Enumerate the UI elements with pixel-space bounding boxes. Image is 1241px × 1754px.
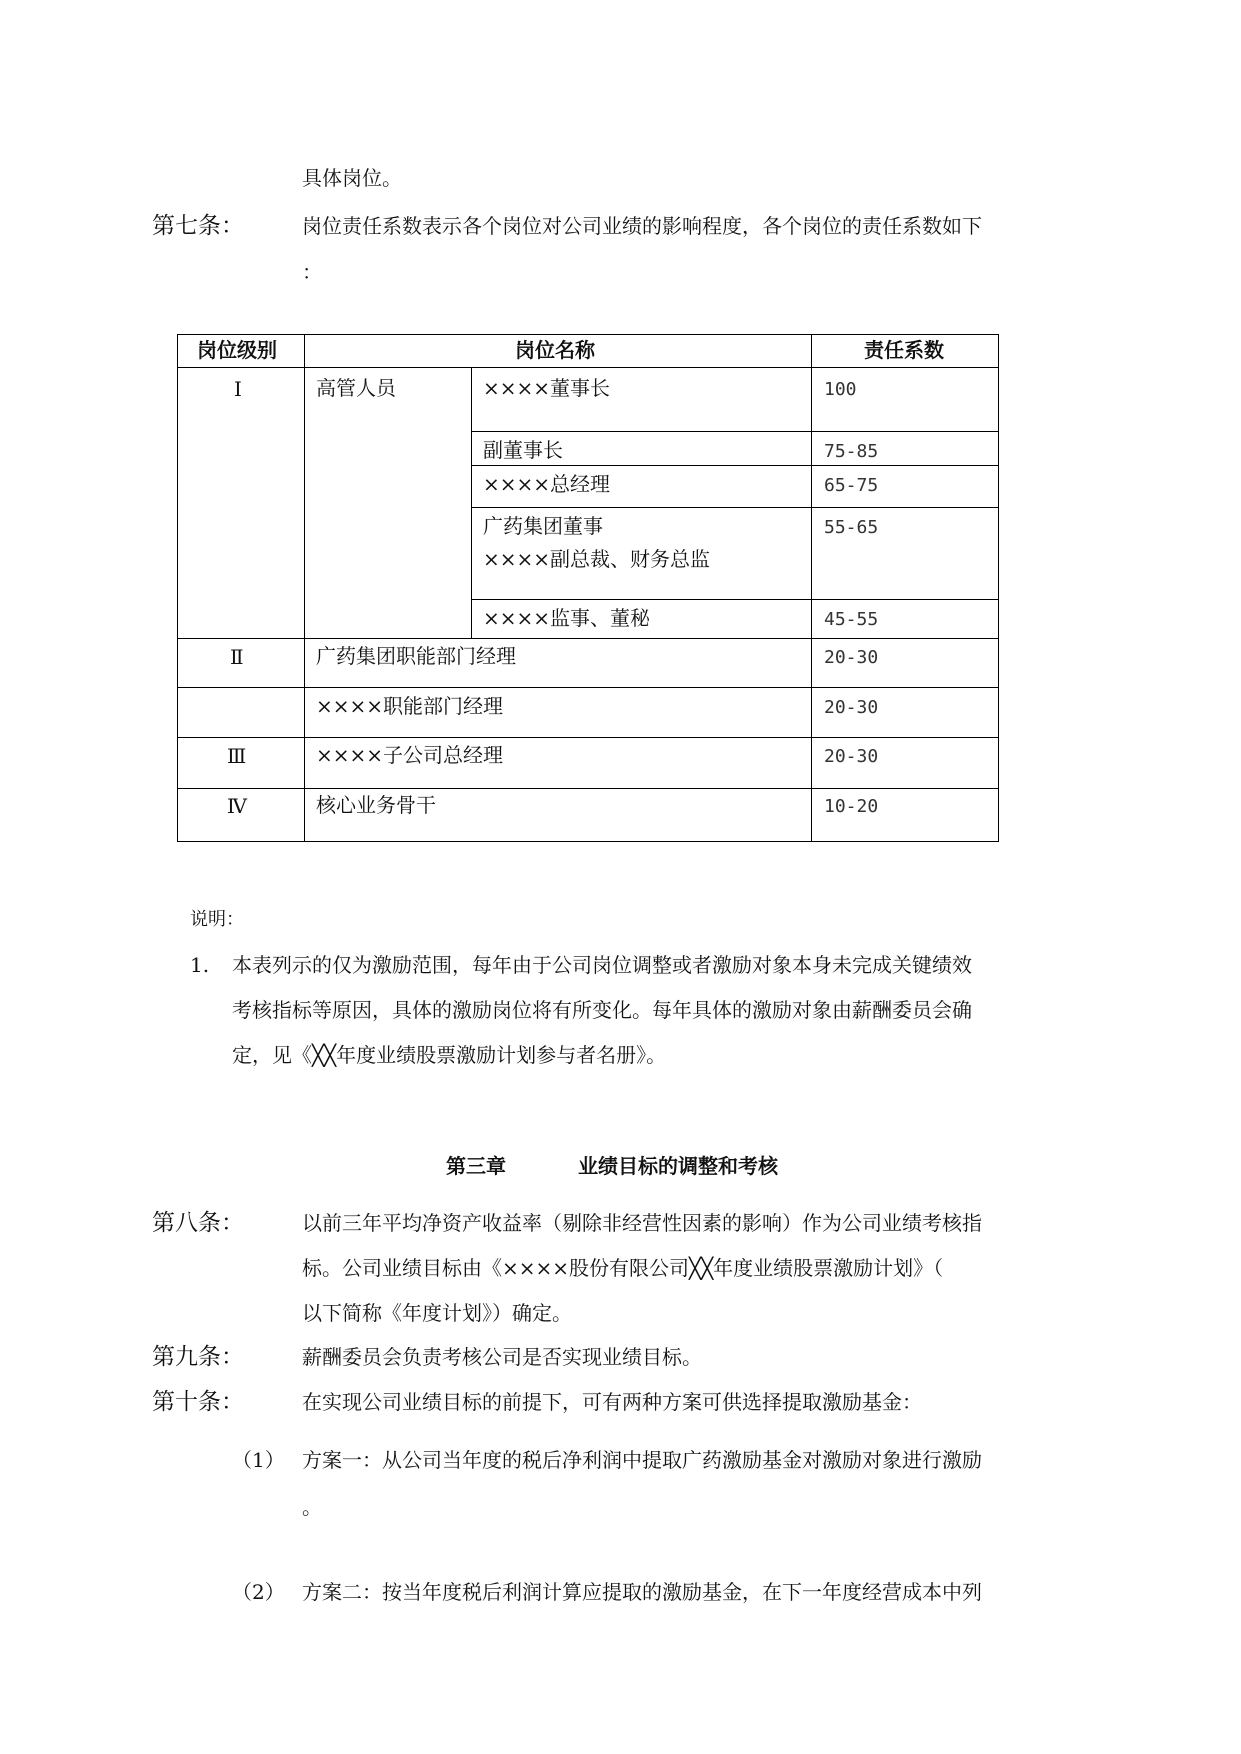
table-rule (177, 367, 999, 368)
coefficient-cell: 55-65 (824, 517, 879, 538)
article-8-text: 以下简称《年度计划》）确定。 (302, 1301, 572, 1325)
coefficient-cell: 100 (824, 379, 857, 400)
coefficient-cell: 20-30 (824, 746, 879, 767)
option-1-number: （1） (232, 1448, 285, 1472)
article-10-label: 第十条： (152, 1389, 244, 1415)
position-cell: ××××董事长 (483, 376, 611, 400)
level-cell: Ⅰ (234, 377, 242, 401)
chapter-title: 业绩目标的调整和考核 (578, 1154, 778, 1178)
table-rule (177, 334, 178, 842)
coefficient-cell: 10-20 (824, 796, 879, 817)
article-10-text: 在实现公司业绩目标的前提下，可有两种方案可供选择提取激励基金： (302, 1390, 922, 1414)
article-8-text: 标。公司业绩目标由《××××股份有限公司╳╳年度业绩股票激励计划》（ (302, 1256, 944, 1280)
note-line: 考核指标等原因，具体的激励岗位将有所变化。每年具体的激励对象由薪酬委员会确 (232, 998, 972, 1022)
note-line: 本表列示的仅为激励范围，每年由于公司岗位调整或者激励对象本身未完成关键绩效 (232, 953, 972, 977)
position-cell: ××××监事、董秘 (483, 606, 651, 630)
table-rule (471, 507, 999, 508)
level-cell: Ⅲ (227, 744, 247, 768)
option-2-text: 方案二：按当年度税后利润计算应提取的激励基金，在下一年度经营成本中列 (302, 1580, 982, 1604)
coefficient-cell: 65-75 (824, 475, 879, 496)
position-cell: ××××总经理 (483, 472, 611, 496)
table-rule (177, 737, 999, 738)
coefficient-cell: 20-30 (824, 697, 879, 718)
position-cell: 核心业务骨干 (316, 793, 436, 817)
level-cell: Ⅱ (230, 645, 244, 669)
position-cell: ××××职能部门经理 (316, 694, 504, 718)
note-number: 1. (190, 953, 210, 977)
option-2-number: （2） (232, 1580, 285, 1604)
table-rule (177, 788, 999, 789)
position-cell: ××××副总裁、财务总监 (483, 547, 711, 571)
table-rule (304, 334, 305, 842)
note-line: 定，见《╳╳年度业绩股票激励计划参与者名册》。 (232, 1043, 667, 1067)
position-cell: 广药集团董事 (483, 514, 603, 538)
responsibility-coefficient-table (177, 334, 999, 842)
table-rule (177, 638, 999, 639)
article-9-label: 第九条： (152, 1344, 244, 1370)
header-name: 岗位名称 (515, 338, 595, 362)
option-1-text: 方案一：从公司当年度的税后净利润中提取广药激励基金对激励对象进行激励 (302, 1448, 982, 1472)
article-8-label: 第八条： (152, 1210, 244, 1236)
table-rule (998, 334, 999, 842)
header-coefficient: 责任系数 (864, 338, 944, 362)
position-cell: ××××子公司总经理 (316, 743, 504, 767)
header-level: 岗位级别 (197, 338, 277, 362)
group-cell: 高管人员 (316, 376, 396, 400)
level-cell: Ⅳ (227, 794, 247, 818)
article-7-continuation: ： (302, 260, 322, 284)
article-7-label: 第七条： (152, 213, 244, 239)
note-title: 说明： (190, 909, 244, 930)
table-rule (177, 687, 999, 688)
table-rule (811, 334, 812, 842)
option-1-text: 。 (302, 1495, 322, 1519)
article-7-text: 岗位责任系数表示各个岗位对公司业绩的影响程度，各个岗位的责任系数如下 (302, 214, 982, 238)
coefficient-cell: 75-85 (824, 441, 879, 462)
table-rule (471, 367, 472, 638)
table-rule (471, 465, 999, 466)
coefficient-cell: 45-55 (824, 609, 879, 630)
table-rule (471, 431, 999, 432)
article-8-text: 以前三年平均净资产收益率（剔除非经营性因素的影响）作为公司业绩考核指 (302, 1211, 982, 1235)
table-rule (471, 599, 999, 600)
table-rule (177, 334, 999, 335)
coefficient-cell: 20-30 (824, 647, 879, 668)
position-cell: 副董事长 (483, 438, 563, 462)
text-line: 具体岗位。 (302, 166, 402, 190)
table-rule (177, 841, 999, 842)
article-9-text: 薪酬委员会负责考核公司是否实现业绩目标。 (302, 1345, 702, 1369)
position-cell: 广药集团职能部门经理 (316, 644, 516, 668)
chapter-number: 第三章 (446, 1154, 506, 1178)
